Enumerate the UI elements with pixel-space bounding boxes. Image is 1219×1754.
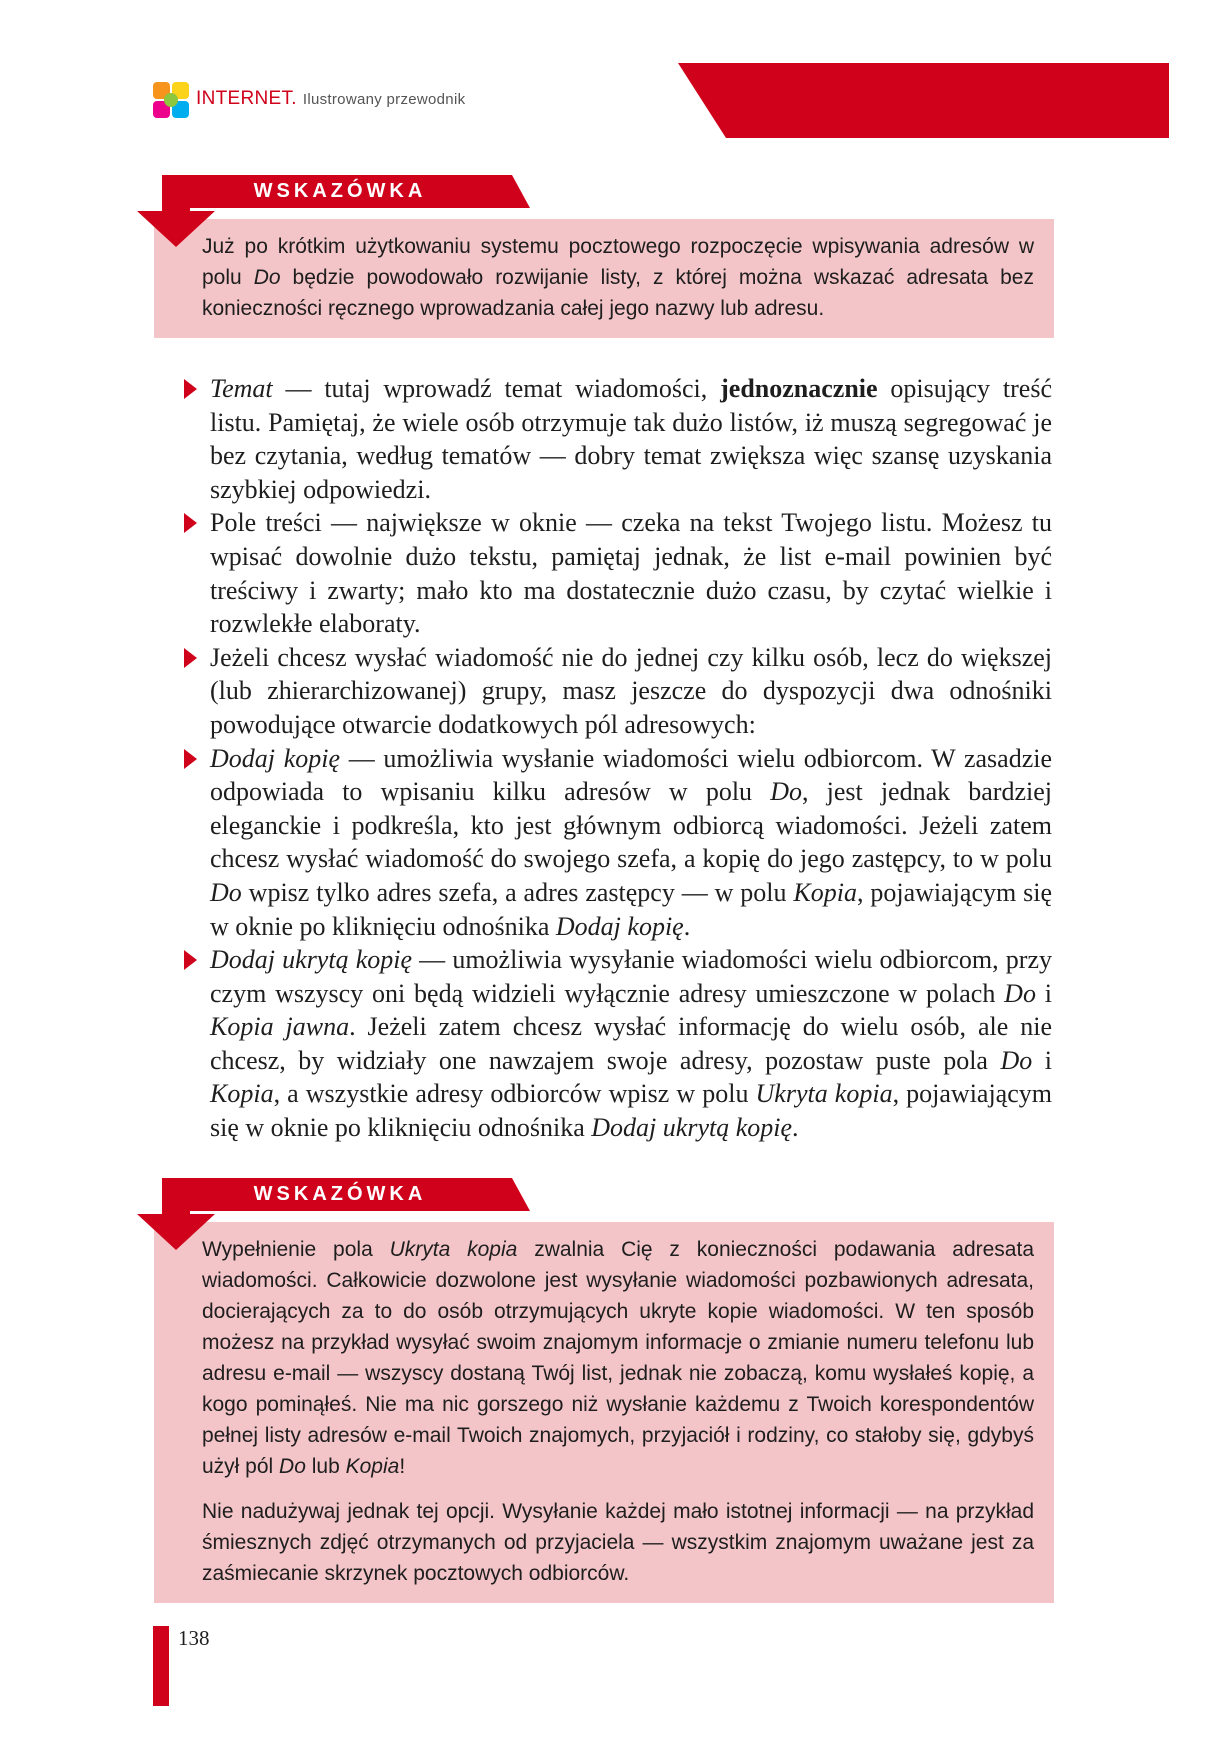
bullet-triangle-icon — [184, 379, 197, 399]
tip-body — [154, 1222, 1054, 1603]
running-header — [196, 88, 465, 110]
page-number: 138 — [178, 1626, 210, 1650]
bullet-triangle-icon — [184, 749, 197, 769]
tip-paragraph: Wypełnienie pola Ukryta kopia zwalnia Cię z konieczności podawania adresata wiadomości. Całkowicie dozwolone jest wysyłanie wiadomości pozbawionych adresata, docierających za to do osób otrzymujących ukryte kopie wiadomości. W ten sposób możesz na przykład wysyłać swoim znajomym informacje o zmianie numeru telefonu lub adresu e-mail — wszyscy dostaną Twój list, jednak nie zobaczą, komu wysłałeś kopię, a kogo pominąłeś. Nie ma nic gorszego niż wysłanie każdemu z Twoich korespondentów pełnej listy adresów e-mail Twoich znajomych, przyjaciół i rodziny, co stałoby się, gdybyś użył pól Do lub Kopia! — [202, 1238, 1034, 1478]
bullet-list — [180, 372, 1052, 1145]
tip-paragraph: Nie nadużywaj jednak tej opcji. Wysyłanie każdej mało istotnej informacji — na przykład śmiesznych zdjęć otrzymanych od przyjaciela — wszystkim znajomym uważane jest za zaśmiecanie skrzynek pocztowych odbiorców. — [202, 1500, 1034, 1585]
tip-label: WSKAZÓWKA — [190, 175, 530, 208]
list-item: Jeżeli chcesz wysłać wiadomość nie do jednej czy kilku osób, lecz do większej (lub zhierarchizowanej) grupy, masz jeszcze do dyspozycji dwa odnośniki powodujące otwarcie dodatkowych pól adresowych: — [180, 641, 1052, 742]
header-banner — [678, 63, 1169, 138]
bullet-triangle-icon — [184, 513, 197, 533]
logo-icon — [153, 82, 189, 118]
bullet-triangle-icon — [184, 950, 197, 970]
list-item: Dodaj kopię — umożliwia wysłanie wiadomości wielu odbiorcom. W zasadzie odpowiada to wpisaniu kilku adresów w polu Do, jest jednak bardziej eleganckie i podkreśla, kto jest głównym odbiorcą wiadomości. Jeżeli zatem chcesz wysłać wiadomość do swojego szefa, a kopię do jego zastępcy, to w polu Do wpisz tylko adres szefa, a adres zastępcy — w polu Kopia, pojawiającym się w oknie po kliknięciu odnośnika Dodaj kopię. — [180, 742, 1052, 944]
header-subtitle: Ilustrowany przewodnik — [302, 91, 466, 108]
list-item: Pole treści — największe w oknie — czeka na tekst Twojego listu. Możesz tu wpisać dowolnie dużo tekstu, pamiętaj jednak, że list e-mail powinien być treściwy i zwarty; mało kto ma dostatecznie dużo czasu, by czytać wielkie i rozwlekłe elaboraty. — [180, 506, 1052, 640]
list-item: Temat — tutaj wprowadź temat wiadomości, jednoznacznie opisujący treść listu. Pamiętaj, że wiele osób otrzymuje tak dużo listów, iż muszą segregować je bez czytania, według tematów — dobry temat zwiększa więc szansę uzyskania szybkiej odpowiedzi. — [180, 372, 1052, 506]
tip-label: WSKAZÓWKA — [190, 1178, 530, 1211]
header-title: INTERNET. — [196, 88, 297, 109]
page-bar — [153, 1626, 169, 1706]
list-item: Dodaj ukrytą kopię — umożliwia wysyłanie wiadomości wielu odbiorcom, przy czym wszyscy oni będą widzieli wyłącznie adresy umieszczone w polach Do i Kopia jawna. Jeżeli zatem chcesz wysłać informację do wielu osób, ale nie chcesz, by widziały one nawzajem swoje adresy, pozostaw puste pola Do i Kopia, a wszystkie adresy odbiorców wpisz w polu Ukryta kopia, pojawiającym się w oknie po kliknięciu odnośnika Dodaj ukrytą kopię. — [180, 943, 1052, 1145]
tip-paragraph: Już po krótkim użytkowaniu systemu pocztowego rozpoczęcie wpisywania adresów w polu Do będzie powodowało rozwijanie listy, z której można wskazać adresata bez konieczności ręcznego wprowadzania całej jego nazwy lub adresu. — [202, 235, 1034, 320]
tip-body — [154, 219, 1054, 338]
bullet-triangle-icon — [184, 648, 197, 668]
